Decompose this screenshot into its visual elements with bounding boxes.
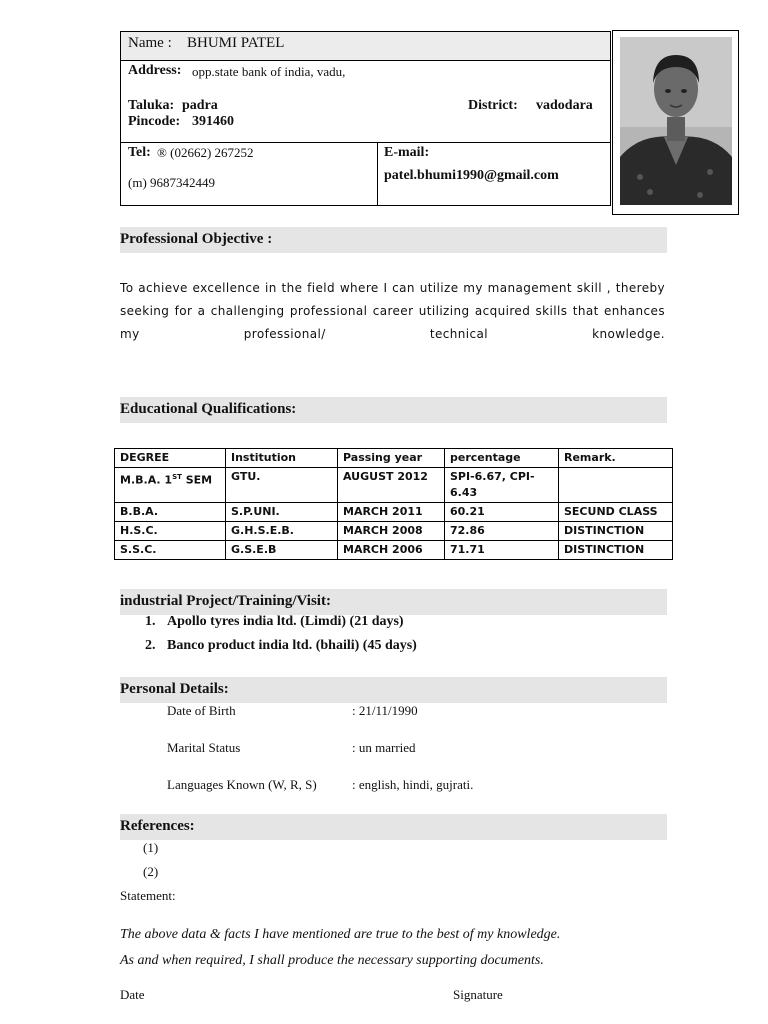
project-number: 1.: [145, 614, 156, 629]
cell-year: MARCH 2011: [338, 503, 445, 522]
profile-photo: [620, 37, 732, 205]
header-remark: Remark.: [559, 449, 673, 468]
cell-institution: G.H.S.E.B.: [226, 522, 338, 541]
cell-percentage: 71.71: [445, 541, 559, 560]
degree-superscript: ST: [172, 473, 182, 481]
date-label: Date: [120, 987, 145, 1002]
cell-institution: G.S.E.B: [226, 541, 338, 560]
cell-year: AUGUST 2012: [338, 468, 445, 503]
contact-row: [121, 142, 610, 206]
table-header-row: [115, 449, 673, 468]
tel-value: ® (02662) 267252: [157, 145, 254, 160]
table-row: [115, 522, 673, 541]
personal-section-header: [120, 677, 667, 703]
objective-title: Professional Objective :: [120, 231, 273, 247]
project-item: Banco product india ltd. (bhaili) (45 days): [167, 638, 417, 653]
languages-value: : english, hindi, gujrati.: [352, 777, 474, 792]
header-passing-year: Passing year: [338, 449, 445, 468]
district-label: District:: [468, 98, 518, 113]
cell-degree: [115, 468, 226, 503]
taluka-label: Taluka:: [128, 98, 175, 113]
pincode-label: Pincode:: [128, 114, 181, 129]
cell-percentage: 72.86: [445, 522, 559, 541]
district-value: vadodara: [536, 98, 593, 113]
address-row: [121, 60, 610, 143]
photo-frame: [612, 30, 739, 215]
references-section-header: [120, 814, 667, 840]
address-label: Address:: [128, 63, 182, 78]
taluka-value: padra: [182, 98, 218, 113]
contact-header-table: [120, 31, 611, 206]
cell-divider: [377, 142, 378, 206]
cell-year: MARCH 2006: [338, 541, 445, 560]
candidate-name: BHUMI PATEL: [187, 35, 285, 51]
projects-title: industrial Project/Training/Visit:: [120, 593, 331, 609]
cell-year: MARCH 2008: [338, 522, 445, 541]
cell-percentage: 60.21: [445, 503, 559, 522]
address-value: opp.state bank of india, vadu,: [192, 64, 346, 79]
cell-remark: SECUND CLASS: [559, 503, 673, 522]
name-label: Name :: [128, 35, 172, 51]
header-institution: Institution: [226, 449, 338, 468]
pincode-value: 391460: [192, 114, 234, 129]
education-section-header: [120, 397, 667, 423]
header-degree: DEGREE: [115, 449, 226, 468]
name-row: [121, 32, 610, 61]
mobile-value: (m) 9687342449: [128, 175, 216, 190]
degree-suffix: SEM: [181, 473, 213, 487]
cell-percentage: SPI-6.67, CPI-6.43: [445, 468, 559, 503]
header-percentage: percentage: [445, 449, 559, 468]
cell-remark: DISTINCTION: [559, 522, 673, 541]
projects-section-header: [120, 589, 667, 615]
cell-institution: GTU.: [226, 468, 338, 503]
cell-degree: H.S.C.: [115, 522, 226, 541]
email-label: E-mail:: [384, 145, 430, 160]
cell-institution: S.P.UNI.: [226, 503, 338, 522]
objective-text: To achieve excellence in the field where I can utilize my management skill , thereby seeking for a challenging professional career utilizing acquired skills that enhances my professional/ technical knowledge.: [120, 281, 665, 341]
degree-text: M.B.A. 1: [120, 473, 173, 487]
project-number: 2.: [145, 638, 156, 653]
languages-label: Languages Known (W, R, S): [167, 777, 317, 792]
marital-value: : un married: [352, 740, 416, 755]
cell-remark: [559, 468, 673, 503]
table-row: [115, 468, 673, 503]
statement-label: Statement:: [120, 888, 176, 903]
project-item: Apollo tyres india ltd. (Limdi) (21 days): [167, 614, 404, 629]
cell-remark: DISTINCTION: [559, 541, 673, 560]
email-value: patel.bhumi1990@gmail.com: [384, 168, 559, 183]
education-title: Educational Qualifications:: [120, 401, 297, 417]
cell-degree: S.S.C.: [115, 541, 226, 560]
references-title: References:: [120, 818, 195, 834]
table-row: [115, 541, 673, 560]
table-row: [115, 503, 673, 522]
person-photo-icon: [620, 37, 732, 205]
statement-line-2: As and when required, I shall produce the necessary supporting documents.: [120, 953, 544, 968]
cell-degree: B.B.A.: [115, 503, 226, 522]
statement-line-1: The above data & facts I have mentioned are true to the best of my knowledge.: [120, 927, 561, 942]
education-table: [114, 448, 673, 560]
marital-label: Marital Status: [167, 740, 241, 755]
signature-label: Signature: [453, 987, 503, 1002]
tel-label: Tel:: [128, 145, 151, 160]
reference-item: (2): [143, 864, 159, 879]
personal-title: Personal Details:: [120, 681, 229, 697]
dob-value: : 21/11/1990: [352, 703, 418, 718]
dob-label: Date of Birth: [167, 703, 236, 718]
reference-item: (1): [143, 840, 159, 855]
objective-section-header: [120, 227, 667, 253]
